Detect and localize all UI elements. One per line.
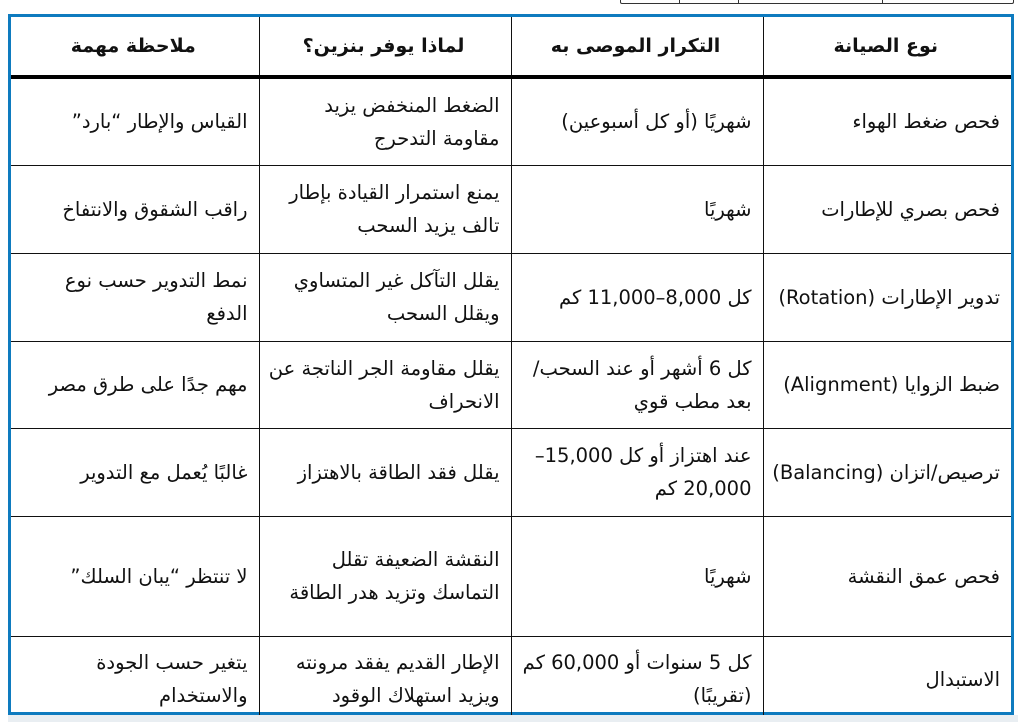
cell-frequency: كل 6 أشهر أو عند السحب/بعد مطب قوي [511, 341, 763, 428]
table-row [11, 341, 1011, 428]
table-row [11, 636, 1011, 722]
previous-table-fragment [620, 0, 1014, 4]
header-row [11, 17, 1011, 77]
header-why-saves-fuel: لماذا يوفر بنزين؟ [259, 17, 511, 77]
cell-frequency: شهريًا [511, 516, 763, 636]
tire-maintenance-table [11, 17, 1011, 722]
header-recommended-frequency: التكرار الموصى به [511, 17, 763, 77]
table-row [11, 516, 1011, 636]
table-row [11, 428, 1011, 516]
cell-frequency: شهريًا [511, 165, 763, 253]
cell-type: فحص ضغط الهواء [763, 77, 1011, 165]
header-maintenance-type: نوع الصيانة [763, 17, 1011, 77]
cell-why: الضغط المنخفض يزيد مقاومة التدحرج [259, 77, 511, 165]
table-bottom-shadow [8, 715, 1018, 722]
cell-note: غالبًا يُعمل مع التدوير [11, 428, 259, 516]
cell-note: لا تنتظر “يبان السلك” [11, 516, 259, 636]
cell-note: يتغير حسب الجودة والاستخدام [11, 636, 259, 722]
table-row [11, 165, 1011, 253]
cell-why: يقلل فقد الطاقة بالاهتزاز [259, 428, 511, 516]
cell-type: ضبط الزوايا (Alignment) [763, 341, 1011, 428]
cell-note: نمط التدوير حسب نوع الدفع [11, 253, 259, 341]
cell-why: يمنع استمرار القيادة بإطار تالف يزيد السحب [259, 165, 511, 253]
cell-why: يقلل مقاومة الجر الناتجة عن الانحراف [259, 341, 511, 428]
cell-why: الإطار القديم يفقد مرونته ويزيد استهلاك الوقود [259, 636, 511, 722]
cell-why: يقلل التآكل غير المتساوي ويقلل السحب [259, 253, 511, 341]
cell-type: فحص عمق النقشة [763, 516, 1011, 636]
tire-maintenance-table-container [8, 14, 1014, 715]
cell-why: النقشة الضعيفة تقلل التماسك وتزيد هدر الطاقة [259, 516, 511, 636]
cell-type: ترصيص/اتزان (Balancing) [763, 428, 1011, 516]
table-row [11, 77, 1011, 165]
cell-type: فحص بصري للإطارات [763, 165, 1011, 253]
cell-note: مهم جدًا على طرق مصر [11, 341, 259, 428]
header-important-note: ملاحظة مهمة [11, 17, 259, 77]
cell-frequency: كل 8,000–11,000 كم [511, 253, 763, 341]
cell-frequency: شهريًا (أو كل أسبوعين) [511, 77, 763, 165]
cell-frequency: عند اهتزاز أو كل 15,000–20,000 كم [511, 428, 763, 516]
cell-note: راقب الشقوق والانتفاخ [11, 165, 259, 253]
cell-type: الاستبدال [763, 636, 1011, 722]
cell-note: القياس والإطار “بارد” [11, 77, 259, 165]
table-row [11, 253, 1011, 341]
cell-frequency: كل 5 سنوات أو 60,000 كم (تقريبًا) [511, 636, 763, 722]
cell-type: تدوير الإطارات (Rotation) [763, 253, 1011, 341]
